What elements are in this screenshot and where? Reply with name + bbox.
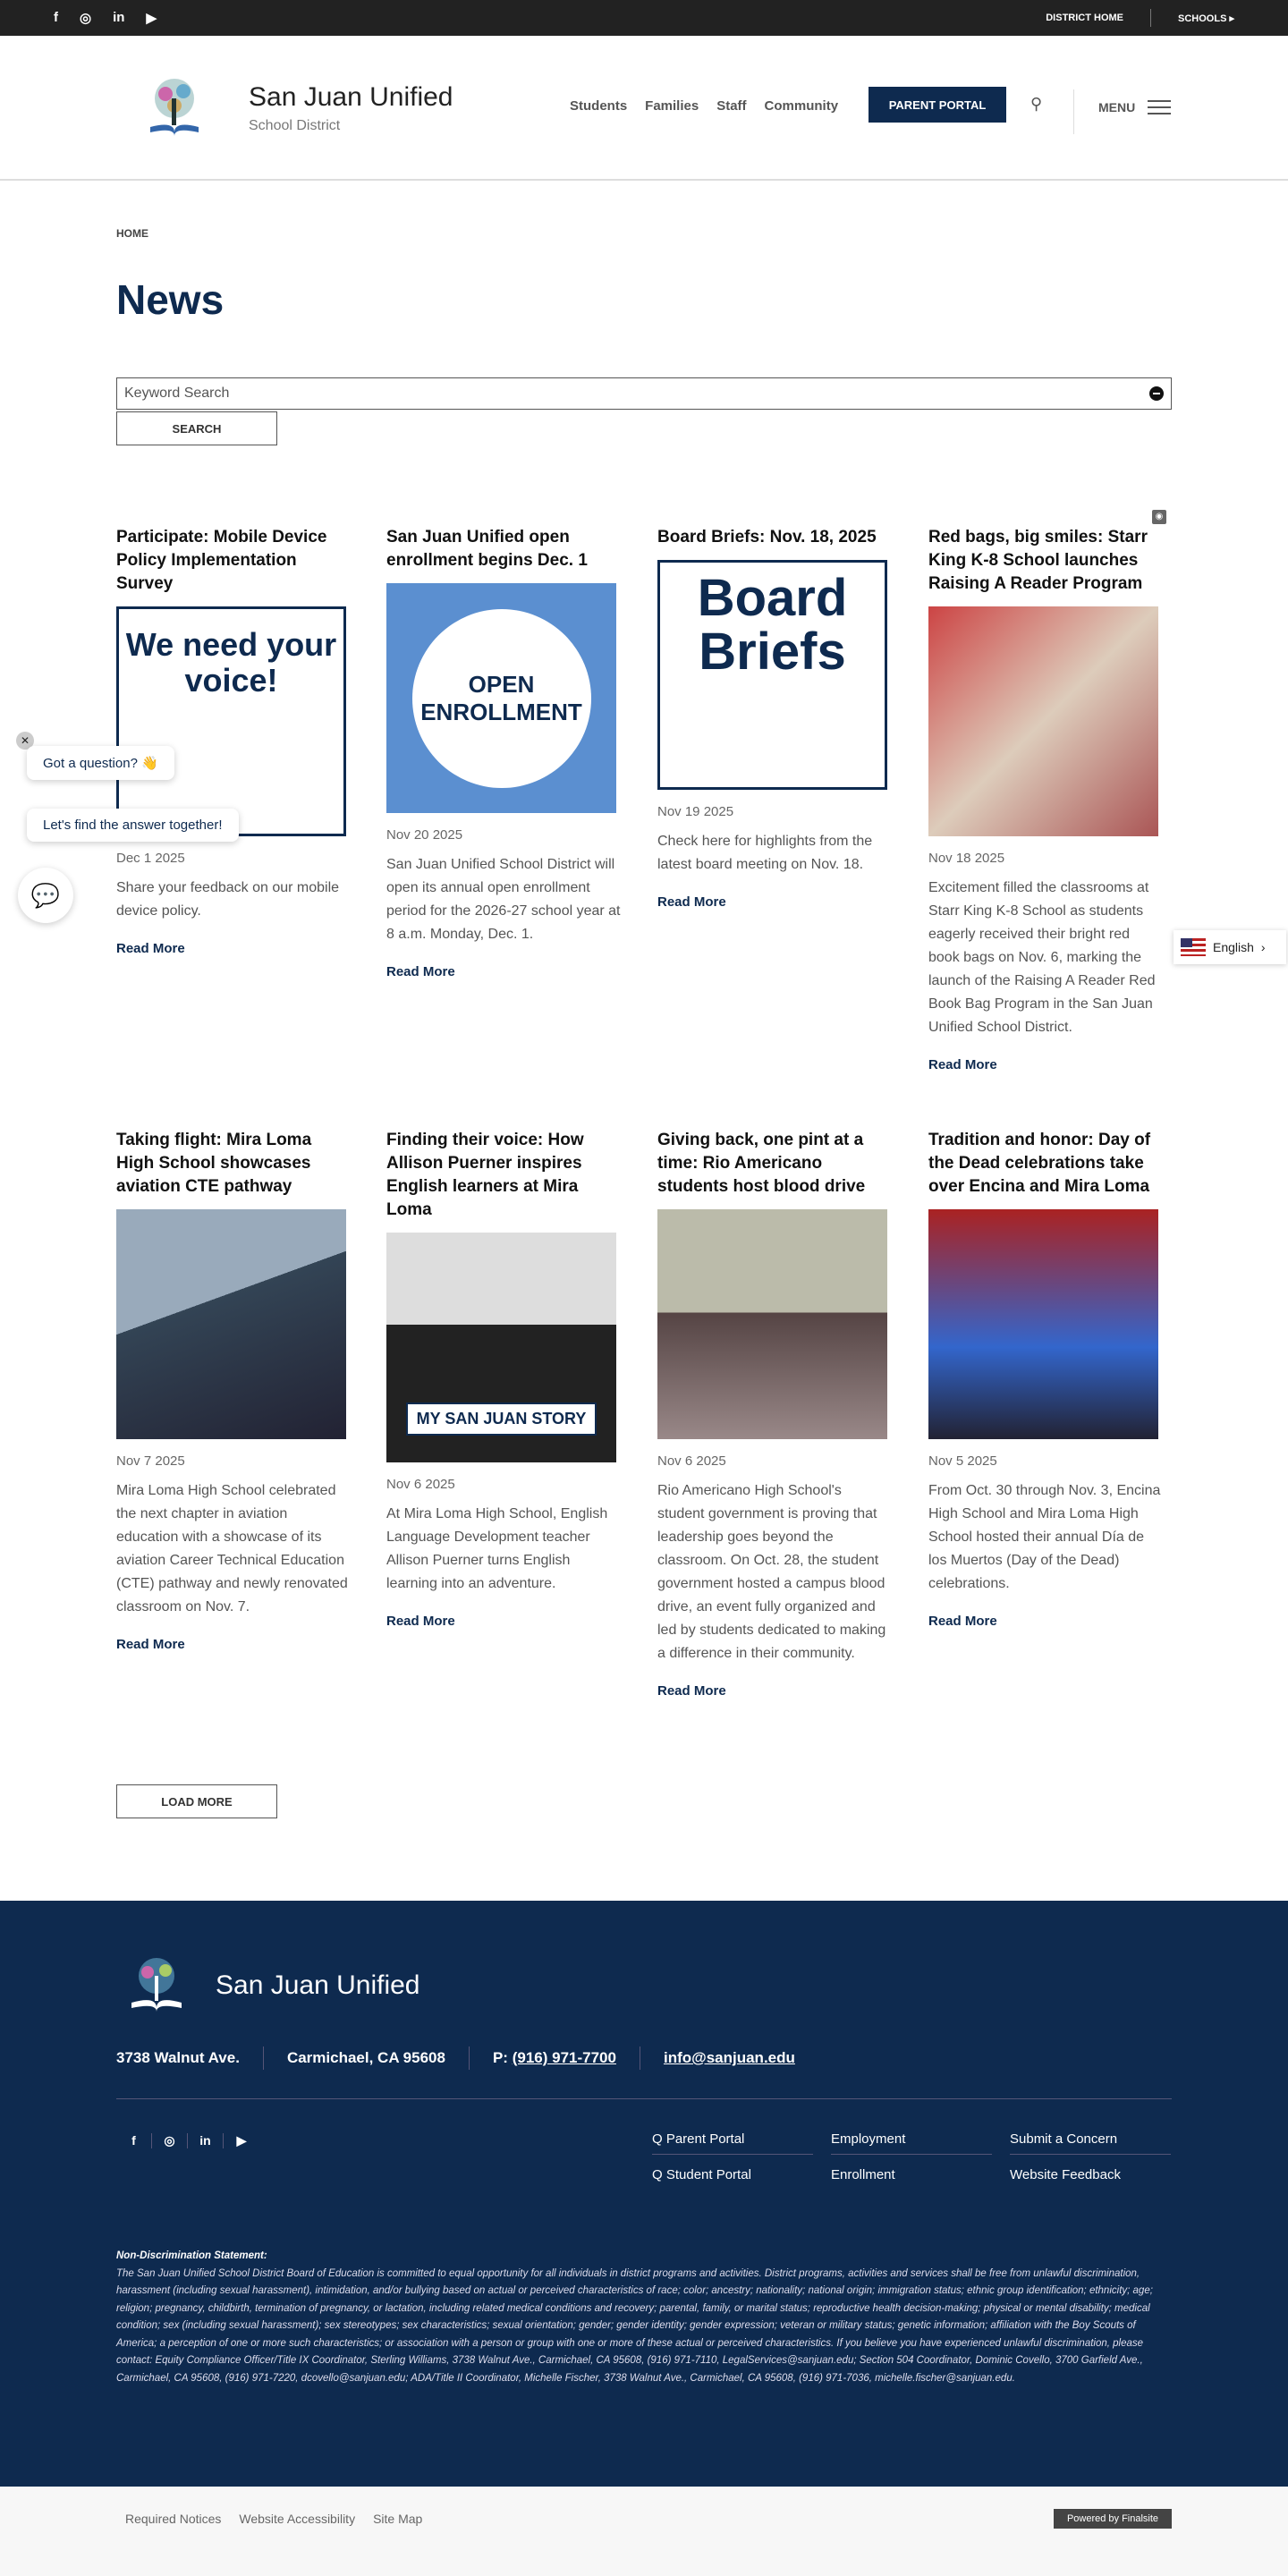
- schools-link[interactable]: SCHOOLS ▸: [1178, 13, 1234, 24]
- city: Carmichael, CA 95608: [286, 2049, 445, 2066]
- read-more-link[interactable]: Read More: [386, 964, 455, 979]
- main-nav: [570, 98, 838, 114]
- footer-link-website-feedback[interactable]: Website Feedback: [1010, 2167, 1121, 2182]
- bottom-bar: [0, 2487, 1288, 2576]
- article-image[interactable]: [386, 1233, 616, 1462]
- chat-bubble[interactable]: Got a question? 👋: [27, 746, 174, 780]
- footer-link-submit-concern[interactable]: Submit a Concern: [1010, 2131, 1171, 2155]
- news-card: [928, 526, 1163, 1072]
- read-more-link[interactable]: Read More: [928, 1614, 997, 1629]
- footer-link-employment[interactable]: Employment: [831, 2131, 992, 2155]
- powered-by-finalsite[interactable]: Powered by Finalsite: [1054, 2509, 1172, 2529]
- site-subtitle: School District: [249, 118, 341, 133]
- nav-students[interactable]: Students: [570, 98, 628, 114]
- non-discrimination-statement: [116, 2248, 1172, 2387]
- chat-icon[interactable]: 💬: [18, 868, 73, 923]
- us-flag-icon: [1181, 938, 1206, 956]
- footer-link-parent-portal[interactable]: Q Parent Portal: [652, 2131, 813, 2155]
- district-home-link[interactable]: DISTRICT HOME: [1046, 13, 1124, 23]
- read-more-link[interactable]: Read More: [386, 1614, 455, 1629]
- breadcrumb-home[interactable]: HOME: [116, 227, 148, 240]
- chat-bubble[interactable]: Let's find the answer together!: [27, 809, 239, 842]
- page-title: News: [116, 276, 225, 323]
- chevron-right-icon: ›: [1260, 940, 1266, 954]
- article-summary: Share your feedback on our mobile device policy.: [116, 880, 340, 919]
- phone-label: P:: [492, 2049, 508, 2066]
- article-title[interactable]: Giving back, one pint at a time: Rio Americano students host blood drive: [657, 1131, 866, 1196]
- site-header: [0, 36, 1288, 181]
- parent-portal-button[interactable]: PARENT PORTAL: [869, 87, 1006, 123]
- article-date: Nov 20 2025: [386, 827, 463, 843]
- article-title[interactable]: Tradition and honor: Day of the Dead celebrations take over Encina and Mira Loma: [928, 1131, 1151, 1196]
- article-summary: Mira Loma High School celebrated the next chapter in aviation education with a showcase of its aviation Career Technical Education (CTE) pathway and newly renovated classroom on Nov. 7.: [116, 1483, 348, 1614]
- nav-community[interactable]: Community: [764, 98, 839, 114]
- instagram-icon[interactable]: ◎: [80, 11, 92, 26]
- footer: [0, 1901, 1288, 2487]
- search-icon[interactable]: ⚲: [1030, 95, 1043, 113]
- accessibility-link[interactable]: Website Accessibility: [239, 2512, 356, 2526]
- news-card: [657, 526, 892, 910]
- article-summary: San Juan Unified School District will open its annual open enrollment period for the 2026-27 school year at 8 a.m. Monday, Dec. 1.: [386, 857, 621, 942]
- read-more-link[interactable]: Read More: [657, 894, 726, 910]
- article-image[interactable]: [928, 606, 1158, 836]
- address: 3738 Walnut Ave.: [116, 2049, 240, 2066]
- language-selector[interactable]: [1174, 930, 1286, 964]
- news-card: [116, 526, 351, 956]
- article-image[interactable]: [657, 1209, 887, 1439]
- divider: [1150, 9, 1151, 27]
- article-date: Nov 19 2025: [657, 804, 734, 819]
- required-notices-link[interactable]: Required Notices: [125, 2512, 222, 2526]
- load-more-button[interactable]: LOAD MORE: [116, 1784, 277, 1818]
- facebook-icon[interactable]: f: [116, 2133, 152, 2148]
- linkedin-icon[interactable]: in: [188, 2133, 224, 2148]
- article-title[interactable]: San Juan Unified open enrollment begins Dec. 1: [386, 528, 588, 570]
- article-title[interactable]: Board Briefs: Nov. 18, 2025: [657, 528, 877, 547]
- instagram-icon[interactable]: ◎: [152, 2133, 188, 2148]
- search-button[interactable]: SEARCH: [116, 411, 277, 445]
- site-title[interactable]: San Juan Unified: [249, 82, 453, 112]
- top-bar: [0, 0, 1288, 36]
- news-card: [386, 526, 621, 979]
- image-caption: We need your voice!: [125, 626, 337, 699]
- footer-title: San Juan Unified: [216, 1970, 420, 2000]
- search-placeholder: Keyword Search: [124, 386, 230, 401]
- article-image[interactable]: [657, 560, 887, 790]
- article-summary: Excitement filled the classrooms at Starr King K-8 School as students eagerly received their bright red book bags on Nov. 6, marking the launch of the Raising A Reader Red Book Bag Program in the San Juan Unified School District.: [928, 880, 1156, 1035]
- article-date: Nov 6 2025: [657, 1453, 726, 1469]
- read-more-link[interactable]: Read More: [116, 1637, 185, 1652]
- language-label: English: [1213, 940, 1254, 954]
- article-title[interactable]: Finding their voice: How Allison Puerner inspires English learners at Mira Loma: [386, 1131, 584, 1219]
- read-more-link[interactable]: Read More: [657, 1683, 726, 1699]
- menu-button[interactable]: [1098, 100, 1171, 114]
- image-caption: OPEN ENROLLMENT: [412, 609, 591, 788]
- article-date: Nov 6 2025: [386, 1477, 455, 1492]
- youtube-icon[interactable]: ▶: [146, 11, 157, 26]
- article-image[interactable]: [116, 606, 346, 836]
- read-more-link[interactable]: Read More: [928, 1057, 997, 1072]
- news-card: [657, 1129, 892, 1699]
- article-image[interactable]: [928, 1209, 1158, 1439]
- nd-title: Non-Discrimination Statement:: [116, 2250, 267, 2261]
- phone-link[interactable]: (916) 971-7700: [512, 2049, 616, 2066]
- article-title[interactable]: Participate: Mobile Device Policy Implementation Survey: [116, 528, 327, 593]
- hamburger-icon: [1148, 100, 1171, 114]
- article-image[interactable]: [116, 1209, 346, 1439]
- divider: [1073, 89, 1074, 134]
- clear-icon[interactable]: [1149, 386, 1164, 401]
- linkedin-icon[interactable]: in: [113, 10, 125, 25]
- nd-text: The San Juan Unified School District Board of Education is committed to equal opportunity for all individuals in district programs and activities. District programs, activities and services shall be free from unlawful discrimination, harassment (including sexual harassment), intimidation, and/or bullying based on actual or perceived characteristics of race; color; ancestry; nationality; national origin; immigration status; ethnic group identification; ethnicity; age; religion; pregnancy, childbirth, termination of pregnancy, or lactation, including related medical conditions and recovery; parental, family, or marital status; reproductive health decision-making; physical or mental disability; medical condition; sex (including sexual harassment); sex stereotypes; sex characteristics; sexual orientation; gender; gender identity; gender expression; veteran or military status; genetic information; affiliation with the Boy Scouts of America; a perception of one or more such characteristics; or association with a person or group with one or more of these actual or perceived characteristics. If you believe you have experienced unlawful discrimination, please contact: Equity Compliance Officer/Title IX Coordinator, Sterling Williams, 3738 Walnut Ave., Carmichael, CA 95608, (916) 971-7110, LegalServices@sanjuan.edu; Section 504 Coordinator, Dominic Covello, 3700 Garfield Ave., Carmichael, CA 95608, (916) 971-7220, dcovello@sanjuan.edu; ADA/Title II Coordinator, Michelle Fischer, 3738 Walnut Ave., Carmichael, CA 95608, (916) 971-7036, michelle.fischer@sanjuan.edu.: [116, 2267, 1153, 2384]
- news-card: [928, 1129, 1163, 1629]
- article-summary: At Mira Loma High School, English Language Development teacher Allison Puerner turns English learning into an adventure.: [386, 1506, 608, 1591]
- article-date: Dec 1 2025: [116, 851, 185, 866]
- read-more-link[interactable]: Read More: [116, 941, 185, 956]
- email-link[interactable]: info@sanjuan.edu: [663, 2049, 795, 2066]
- news-card: [386, 1129, 621, 1629]
- rss-icon[interactable]: ◉: [1152, 510, 1166, 524]
- footer-logo[interactable]: [119, 1954, 194, 2017]
- news-card: [116, 1129, 351, 1652]
- nav-staff[interactable]: Staff: [716, 98, 747, 114]
- article-title[interactable]: Red bags, big smiles: Starr King K-8 School launches Raising A Reader Program: [928, 528, 1148, 593]
- footer-link-enrollment[interactable]: Enrollment: [831, 2167, 895, 2182]
- footer-link-student-portal[interactable]: Q Student Portal: [652, 2167, 751, 2182]
- divider: [116, 2098, 1172, 2099]
- site-map-link[interactable]: Site Map: [373, 2512, 423, 2526]
- search-input[interactable]: [116, 377, 1172, 410]
- facebook-icon[interactable]: f: [54, 10, 58, 25]
- image-caption: MY SAN JUAN STORY: [406, 1402, 597, 1436]
- article-date: Nov 7 2025: [116, 1453, 185, 1469]
- article-image[interactable]: [386, 583, 616, 813]
- nav-families[interactable]: Families: [645, 98, 699, 114]
- image-caption: Board Briefs: [697, 569, 848, 681]
- district-logo[interactable]: [128, 72, 221, 161]
- article-summary: Rio Americano High School's student government is proving that leadership goes beyond the classroom. On Oct. 28, the student government hosted a campus blood drive, an event fully organized and led by students dedicated to making a difference in their community.: [657, 1483, 886, 1661]
- article-summary: From Oct. 30 through Nov. 3, Encina High School and Mira Loma High School hosted their annual Día de los Muertos (Day of the Dead) celebrations.: [928, 1483, 1161, 1591]
- close-chat-icon[interactable]: ✕: [16, 732, 34, 750]
- article-summary: Check here for highlights from the latest board meeting on Nov. 18.: [657, 834, 873, 872]
- article-title[interactable]: Taking flight: Mira Loma High School showcases aviation CTE pathway: [116, 1131, 312, 1196]
- article-date: Nov 5 2025: [928, 1453, 997, 1469]
- youtube-icon[interactable]: ▶: [236, 2133, 247, 2148]
- article-date: Nov 18 2025: [928, 851, 1005, 866]
- menu-label: MENU: [1098, 100, 1136, 114]
